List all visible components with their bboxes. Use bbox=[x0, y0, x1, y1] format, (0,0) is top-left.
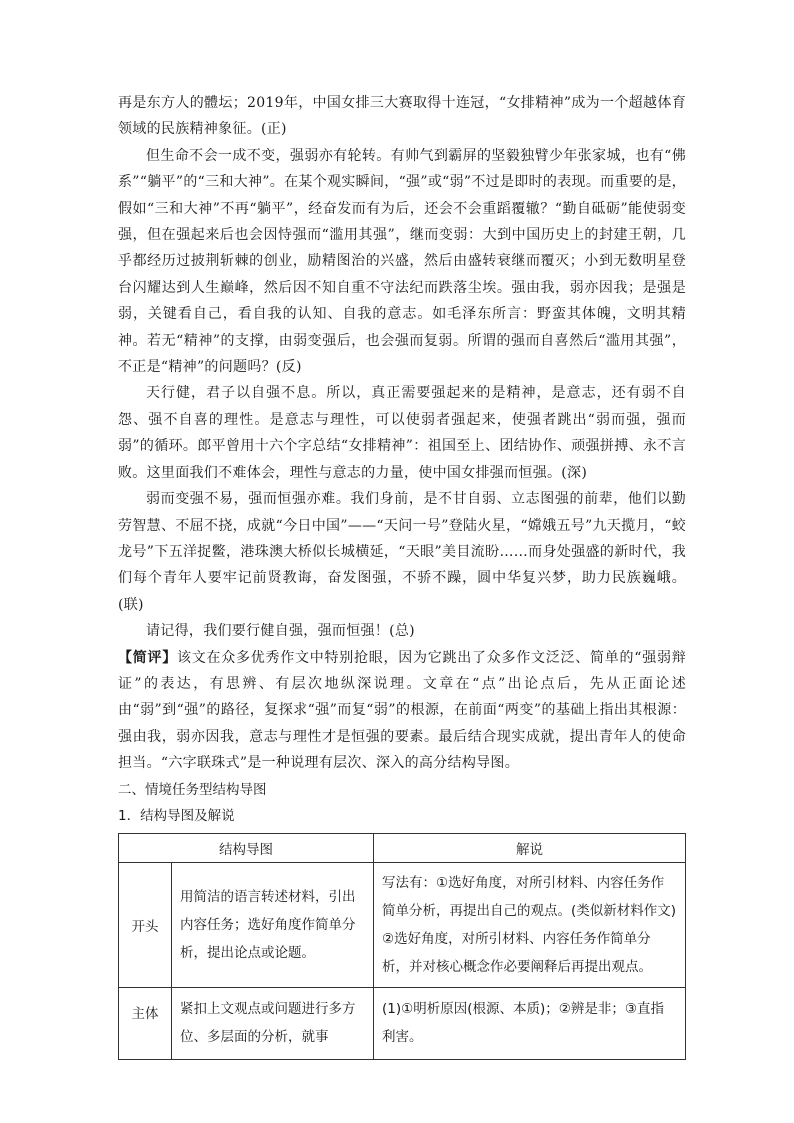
table-header-row bbox=[119, 833, 686, 862]
explain-cell bbox=[374, 987, 686, 1059]
table-row bbox=[119, 987, 686, 1059]
essay-paragraph: 请记得，我们要行健自强，强而恒强！(总) bbox=[146, 623, 415, 640]
commentary-tag: 【简评】 bbox=[118, 649, 178, 666]
essay-paragraph: 弱而变强不易，强而恒强亦难。我们身前，是不甘自弱、立志图强的前辈，他们以勤劳智慧、不屈不挠，成就“今日中国”——“天问一号”登陆火星，“嫦娥五号”九天揽月，“蛟龙号”下五洋捉鳖，港珠澳大桥似长城横延，“天眼”美目流盼……而身处强盛的新时代，我们每个青年人要牢记前贤教诲，奋发图强，不骄不躁，圆中华复兴梦，助力民族巍峨。(联) bbox=[118, 491, 686, 613]
table-header-explain: 解说 bbox=[374, 833, 686, 862]
table-row bbox=[119, 862, 686, 987]
struct-cell: 用简洁的语言转述材料，引出内容任务；选好角度作简单分析，提出论点或论题。 bbox=[172, 862, 374, 987]
commentary-paragraph bbox=[118, 645, 686, 777]
commentary-text: 该文在众多优秀作文中特别抢眼，因为它跳出了众多作文泛泛、简单的“强弱辩证”的表达，有思辨、有层次地纵深说理。文章在“点”出论点后，先从正面论述由“弱”到“强”的路径，复探求“强”而复“弱”的根源，在前面“两变”的基础上指出其根源：强由我，弱亦因我，意志与理性才是恒强的要素。最后结合现实成就，提出青年人的使命担当。“六字联珠式”是一种说理有层次、深入的高分结构导图。 bbox=[118, 649, 687, 772]
essay-paragraph: 但生命不会一成不变，强弱亦有轮转。有帅气到霸屏的坚毅独臂少年张家城，也有“佛系”“躺平”的“三和大神”。在某个观实瞬间，“强”或“弱”不过是即时的表现。而重要的是，假如“三和大神”不再“躺平”，经奋发而有为后，还会不会重蹈覆辙？“勤自砥砺”能使弱变强，但在强起来后也会因恃强而“滥用其强”，继而变弱：大到中国历史上的封建王朝，几乎都经历过披荆斩棘的创业，励精图治的兴盛，然后由盛转衰继而覆灭；小到无数明星登台闪耀达到人生巅峰，然后因不知自重不守法纪而跌落尘埃。强由我，弱亦因我；是强是弱，关键看自己，看自我的认知、自我的意志。如毛泽东所言：野蛮其体魄，文明其精神。若无“精神”的支撑，由弱变强后，也会强而复弱。所谓的强而自喜然后“滥用其强”，不正是“精神”的问题吗？(反) bbox=[118, 147, 686, 376]
structure-guide-table bbox=[118, 833, 686, 1060]
explain-line: (1)①明析原因(根源、本质)；②辨是非；③直指利害。 bbox=[382, 1001, 664, 1046]
table-header-struct: 结构导图 bbox=[119, 833, 374, 862]
row-label: 开头 bbox=[119, 862, 172, 987]
row-label: 主体 bbox=[119, 987, 172, 1059]
struct-cell bbox=[172, 987, 374, 1059]
explain-line: 写法有：①选好角度，对所引材料、内容任务作简单分析，再提出自己的观点。(类似新材料作文) bbox=[382, 874, 677, 919]
section-heading: 二、情境任务型结构导图 bbox=[118, 781, 267, 798]
struct-cell-text: 紧扣上文观点或问题进行多方位、多层面的分析，就事 bbox=[180, 1001, 356, 1046]
essay-paragraph: 天行健，君子以自强不息。所以，真正需要强起来的是精神，是意志，还有弱不自怨、强不自喜的理性。是意志与理性，可以使弱者强起来，使强者跳出“弱而强，强而弱”的循环。郎平曾用十六个字总结“女排精神”：祖国至上、团结协作、顽强拼搏、永不言败。这里面我们不难体会，理性与意志的力量，使中国女排强而恒强。(深) bbox=[118, 385, 686, 481]
explain-cell bbox=[374, 862, 686, 987]
page-content bbox=[118, 90, 686, 1060]
essay-paragraph: 再是东方人的體坛；2019年，中国女排三大赛取得十连冠，“女排精神”成为一个超越体育领域的民族精神象征。(正) bbox=[118, 95, 686, 138]
sub-heading: 1．结构导图及解说 bbox=[118, 807, 235, 824]
explain-line: ②选好角度，对所引材料、内容任务作简单分析，并对核心概念作必要阐释后再提出观点。 bbox=[382, 930, 652, 975]
